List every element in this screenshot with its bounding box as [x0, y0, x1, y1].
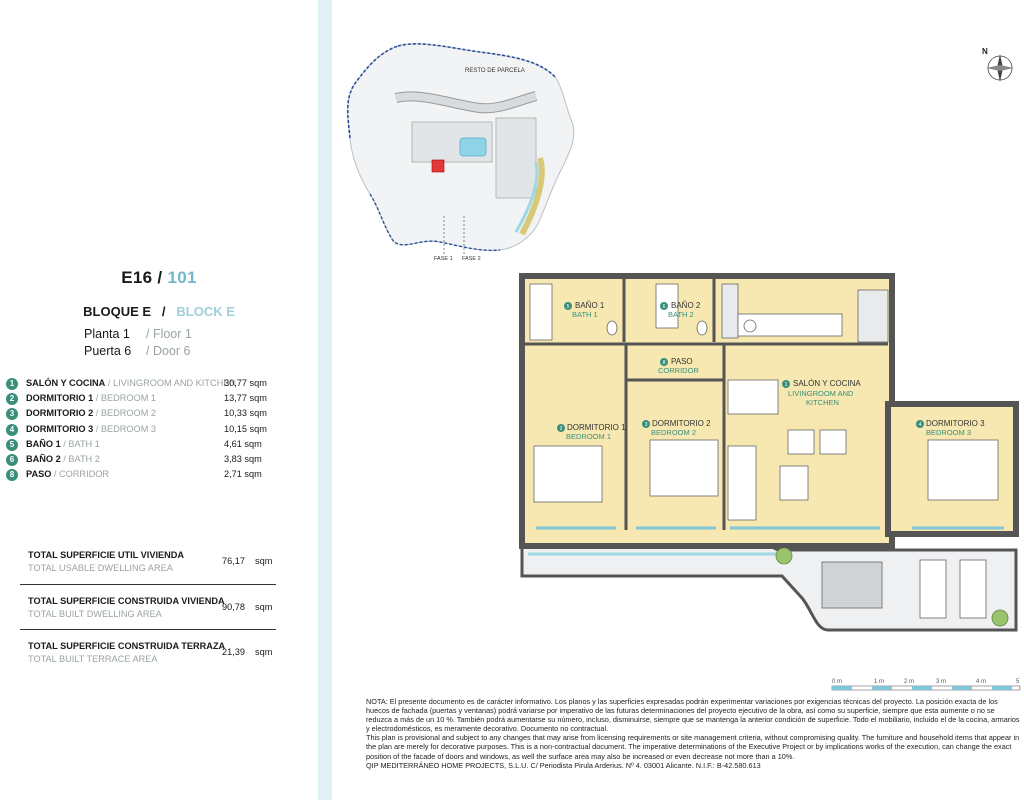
phase-2-label: FASE 2 — [462, 256, 481, 262]
svg-text:N: N — [982, 47, 988, 56]
room-list — [0, 377, 318, 483]
svg-text:BAÑO 1: BAÑO 1 — [575, 301, 605, 310]
svg-text:0 m: 0 m — [832, 679, 843, 685]
coffee-table — [780, 466, 808, 500]
parcel-label: RESTO DE PARCELA — [465, 68, 525, 74]
svg-text:DORMITORIO 2: DORMITORIO 2 — [652, 419, 711, 428]
svg-text:SALÓN Y COCINA: SALÓN Y COCINA — [793, 379, 861, 388]
floor-plan — [516, 270, 1024, 642]
list-item: 3 DORMITORIO 2 / BEDROOM 2 10,33 sqm — [0, 407, 318, 422]
svg-text:BATH 2: BATH 2 — [668, 310, 694, 319]
sun-lounger — [960, 560, 986, 618]
bed — [534, 446, 602, 502]
svg-text:BEDROOM 3: BEDROOM 3 — [926, 428, 972, 437]
svg-text:1: 1 — [784, 382, 788, 388]
svg-text:LIVINGROOM AND: LIVINGROOM AND — [788, 389, 854, 398]
side-stripe — [318, 0, 332, 800]
bed — [650, 440, 718, 496]
disclaimer-en: This plan is provisional and subject to any changes that may arise from licensing requirements or site management criteria, without compromising quality. The furniture and household items that appear in the plan are merely for decorative purposes. This is a non-contractual document. The imperative determinations of the Executive Project or by implications works of the execution, can change the exact position of the facade of doors and windows, as well the surface area may also be increased or even decrease not more than a 10%. — [366, 733, 1020, 761]
sofa — [728, 446, 756, 520]
building-block — [496, 118, 536, 198]
svg-text:KITCHEN: KITCHEN — [806, 398, 839, 407]
divider — [20, 629, 276, 630]
unit-location-marker — [432, 160, 444, 172]
svg-text:BEDROOM 1: BEDROOM 1 — [566, 432, 612, 441]
svg-text:1 m: 1 m — [874, 679, 885, 685]
wardrobe — [858, 290, 888, 342]
divider — [20, 584, 276, 585]
unit-title: E16 / 101 — [121, 268, 197, 287]
terrace-table — [822, 562, 882, 608]
compass-icon — [976, 44, 1020, 88]
svg-text:3: 3 — [644, 422, 648, 428]
svg-text:PASO: PASO — [671, 357, 693, 366]
svg-text:DORMITORIO 1: DORMITORIO 1 — [567, 423, 626, 432]
block-line: BLOQUE E / BLOCK E — [83, 304, 235, 319]
svg-text:5: 5 — [1016, 679, 1020, 685]
svg-text:4 m: 4 m — [976, 679, 987, 685]
dining-table — [728, 380, 778, 414]
svg-text:8: 8 — [662, 360, 666, 366]
phase-1-label: FASE 1 — [434, 256, 453, 262]
svg-text:CORRIDOR: CORRIDOR — [658, 366, 699, 375]
sun-lounger — [920, 560, 946, 618]
svg-text:6: 6 — [662, 304, 666, 310]
svg-text:2 m: 2 m — [904, 679, 915, 685]
list-item: 8 PASO / CORRIDOR 2,71 sqm — [0, 468, 318, 483]
svg-text:4: 4 — [918, 422, 922, 428]
shower-tray — [530, 284, 552, 340]
block-en: BLOCK E — [176, 304, 235, 319]
total-built-area: TOTAL SUPERFICIE CONSTRUIDA VIVIENDA TOTAL BUILT DWELLING AREA 90,78 sqm — [28, 596, 273, 619]
svg-text:5: 5 — [566, 304, 570, 310]
disclaimer-es: NOTA: El presente documento es de carácter informativo. Los planos y las superficies expresadas podrán experimentar variaciones por exigencias técnicas del proyecto. La posición exacta de los huecos de fachada (puertas y ventanas) podrá variarse por imperativo de las futuras determinaciones del proyecto ejecutivo de la obra, así como su superficie, siempre que esta aumente o no se reduzca a más de un 10 %. También podrá aumentarse su número, incluso, disminuirse, siempre que se mantenga la anterior condición de superficie. Todo el mobiliario, incluido el de la cocina, armarios y electrodomésticos, es meramente decorativo. Documento no contractual. — [366, 697, 1020, 734]
svg-text:3 m: 3 m — [936, 679, 947, 685]
list-item: 1 SALÓN Y COCINA / LIVINGROOM AND KITCHEN 30,77 sqm — [0, 377, 318, 392]
list-item: 6 BAÑO 2 / BATH 2 3,83 sqm — [0, 453, 318, 468]
plant-icon — [992, 610, 1008, 626]
toilet — [607, 321, 617, 335]
svg-text:2: 2 — [559, 426, 563, 432]
list-item: 5 BAÑO 1 / BATH 1 4,61 sqm — [0, 438, 318, 453]
block-es: BLOQUE E — [83, 304, 152, 319]
info-panel: E16 / 101 BLOQUE E / BLOCK E Planta 1 / Floor 1 Puerta 6 / Door 6 1 SALÓN Y COCINA / LIVINGROOM AND KITCHEN 30,77 sqm 2 DORMITORIO 1 / BEDROOM 1 13,77 sqm 3 DORMITORIO 2 / BEDROOM 2 10,33 sqm 4 DORMITORIO 3 / BEDROOM 3 10,15 sqm 5 BAÑO 1 / BATH 1 4,61 sqm 6 BAÑO 2 / BATH 2 3,83 sqm 8 PASO / CORRIDOR 2,71 sqm TOTAL SUPERFICIE UTIL VIVIENDA TOTAL USABLE DWELLING AREA 76,17 sqm TOTAL SUPERFICIE CONSTRUIDA VIVIENDA TOTAL BUILT DWELLING AREA 90,78 sqm TOTAL SUPERFICIE CONSTRUIDA TERRAZA TOTAL BUILT TERRACE AREA 21,39 sqm — [0, 0, 332, 800]
list-item: 4 DORMITORIO 3 / BEDROOM 3 10,15 sqm — [0, 423, 318, 438]
total-usable-area: TOTAL SUPERFICIE UTIL VIVIENDA TOTAL USABLE DWELLING AREA 76,17 sqm — [28, 550, 273, 573]
unit-number: 101 — [167, 268, 197, 287]
armchair — [820, 430, 846, 454]
pool — [460, 138, 486, 156]
toilet — [697, 321, 707, 335]
svg-text:BATH 1: BATH 1 — [572, 310, 598, 319]
svg-text:BAÑO 2: BAÑO 2 — [671, 301, 701, 310]
kitchen-counter — [738, 314, 842, 336]
site-plan — [340, 38, 584, 264]
svg-text:DORMITORIO 3: DORMITORIO 3 — [926, 419, 985, 428]
armchair — [788, 430, 814, 454]
company-info: QIP MEDITERRÁNEO HOME PROJECTS, S.L.U. C/ Periodista Pirula Arderius. Nº 4. 03001 Alicante. N.I.F.: B-42.580.613 — [366, 760, 761, 770]
svg-text:BEDROOM 2: BEDROOM 2 — [651, 428, 697, 437]
unit-code: E16 — [121, 268, 153, 287]
list-item: 2 DORMITORIO 1 / BEDROOM 1 13,77 sqm — [0, 392, 318, 407]
plant-icon — [776, 548, 792, 564]
kitchen-column — [722, 284, 738, 338]
total-terrace-area: TOTAL SUPERFICIE CONSTRUIDA TERRAZA TOTAL BUILT TERRACE AREA 21,39 sqm — [28, 641, 273, 664]
bed — [928, 440, 998, 500]
scale-bar — [828, 676, 1024, 696]
disclaimer — [366, 697, 1022, 770]
